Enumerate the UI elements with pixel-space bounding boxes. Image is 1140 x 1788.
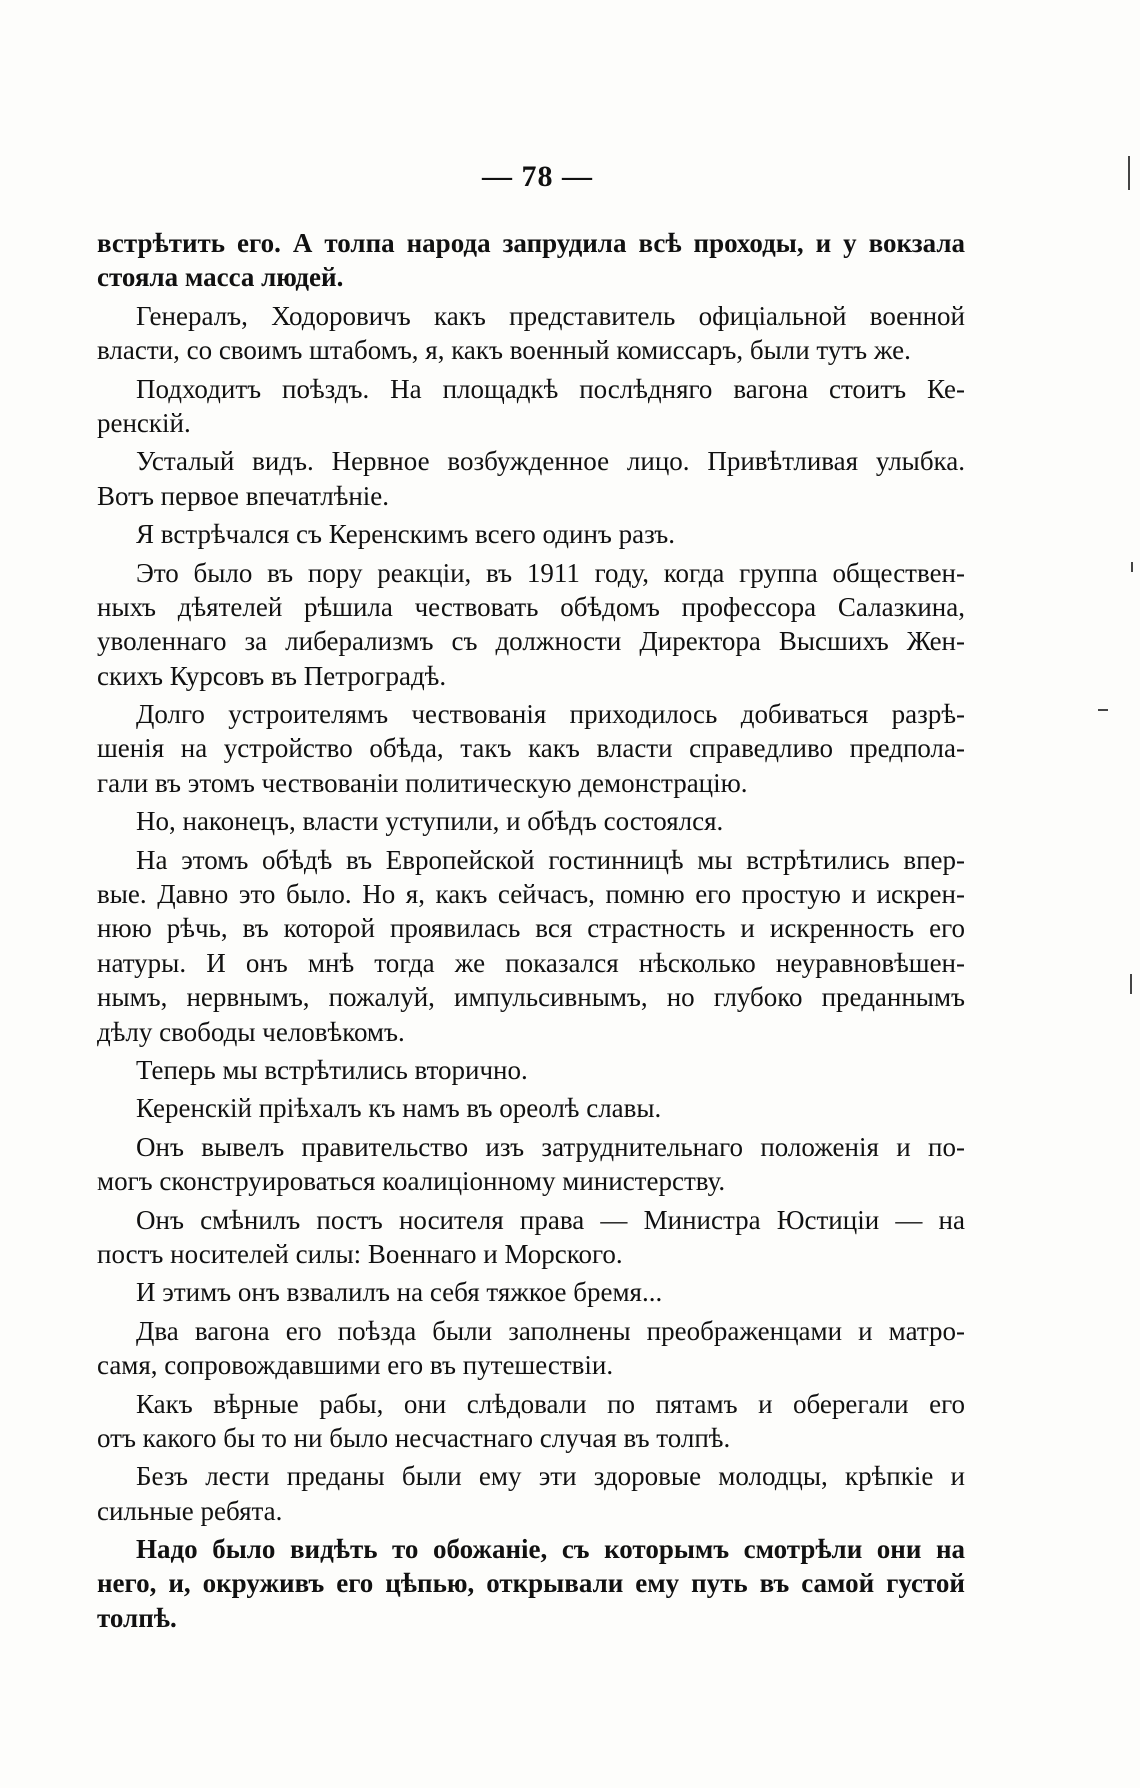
page-number: — 78 — — [482, 160, 593, 193]
text-line: Надо было видѣть то обожаніе, съ которымъ смотрѣли они на — [136, 1534, 965, 1565]
text-line: стояла масса людей. — [97, 262, 344, 293]
text-line: Это было въ пору реакціи, въ 1911 году, когда группа обществен- — [136, 557, 965, 588]
text-line: уволеннаго за либерализмъ съ должности Директора Высшихъ Жен- — [97, 626, 965, 657]
text-line: Усталый видъ. Нервное возбужденное лицо. Привѣтливая улыбка. — [136, 446, 965, 477]
text-line: Долго устроителямъ чествованія приходилось добиваться разрѣ- — [136, 699, 965, 730]
text-line: дѣлу свободы человѣкомъ. — [97, 1016, 405, 1047]
text-line: толпѣ. — [97, 1602, 177, 1633]
text-line: скихъ Курсовъ въ Петроградѣ. — [97, 660, 447, 691]
text-line: шенія на устройство обѣда, такъ какъ власти справедливо предпола- — [97, 733, 965, 764]
text-line: самя, сопровождавшими его въ путешествіи. — [97, 1350, 614, 1381]
text-line: власти, со своимъ штабомъ, я, какъ военный комиссаръ, были тутъ же. — [97, 335, 911, 366]
text-line: Онъ смѣнилъ постъ носителя права — Министра Юстиціи — на — [136, 1204, 965, 1235]
text-line: Подходитъ поѣздъ. На площадкѣ послѣдняго вагона стоитъ Ке- — [136, 373, 965, 404]
text-line: Два вагона его поѣзда были заполнены преображенцами и матро- — [136, 1315, 965, 1346]
text-line: нымъ, нервнымъ, пожалуй, импульсивнымъ, но глубоко преданнымъ — [97, 982, 965, 1013]
text-line: Но, наконецъ, власти уступили, и обѣдъ состоялся. — [136, 806, 724, 837]
text-line: вые. Давно это было. Но я, какъ сейчасъ, помню его простую и искрен- — [97, 879, 965, 910]
margin-mark — [1130, 974, 1132, 994]
text-line: могъ сконструироваться коалиціонному министерству. — [97, 1166, 726, 1197]
text-line: постъ носителей силы: Военнаго и Морского. — [97, 1238, 623, 1269]
body-text — [97, 226, 965, 1635]
margin-mark — [1098, 709, 1108, 711]
text-line: Я встрѣчался съ Керенскимъ всего одинъ разъ. — [136, 519, 675, 550]
text-line: сильные ребята. — [97, 1495, 283, 1526]
text-line: И этимъ онъ взвалилъ на себя тяжкое бремя... — [136, 1277, 663, 1308]
text-line: Онъ вывелъ правительство изъ затруднительнаго положенія и по- — [136, 1131, 965, 1162]
text-line: Вотъ первое впечатлѣніе. — [97, 480, 390, 511]
text-line: нюю рѣчь, въ которой проявилась вся страстность и искренность его — [97, 913, 965, 944]
text-line: Теперь мы встрѣтились вторично. — [136, 1054, 528, 1085]
text-line: Безъ лести преданы были ему эти здоровые молодцы, крѣпкіе и — [136, 1461, 965, 1492]
text-line: На этомъ обѣдѣ въ Европейской гостинницѣ мы встрѣтились впер- — [136, 844, 965, 875]
margin-mark — [1128, 156, 1130, 190]
text-line: ренскій. — [97, 407, 191, 438]
margin-mark — [1131, 562, 1133, 572]
text-line: отъ какого бы то ни было несчастнаго случая въ толпѣ. — [97, 1422, 731, 1453]
text-line: гали въ этомъ чествованіи политическую демонстрацію. — [97, 767, 748, 798]
text-line: Генералъ, Ходоровичъ какъ представитель офиціальной военной — [136, 300, 965, 331]
text-line: Керенскій пріѣхалъ къ намъ въ ореолѣ славы. — [136, 1093, 662, 1124]
text-line: встрѣтить его. А толпа народа запрудила всѣ проходы, и у вокзала — [97, 228, 965, 258]
text-line: натуры. И онъ мнѣ тогда же показался нѣсколько неуравновѣшен- — [97, 947, 965, 978]
text-line: ныхъ дѣятелей рѣшила чествовать обѣдомъ профессора Салазкина, — [97, 591, 965, 622]
text-line: Какъ вѣрные рабы, они слѣдовали по пятамъ и оберегали его — [136, 1388, 965, 1419]
text-line: него, и, окруживъ его цѣпью, открывали ему путь въ самой густой — [97, 1568, 965, 1599]
